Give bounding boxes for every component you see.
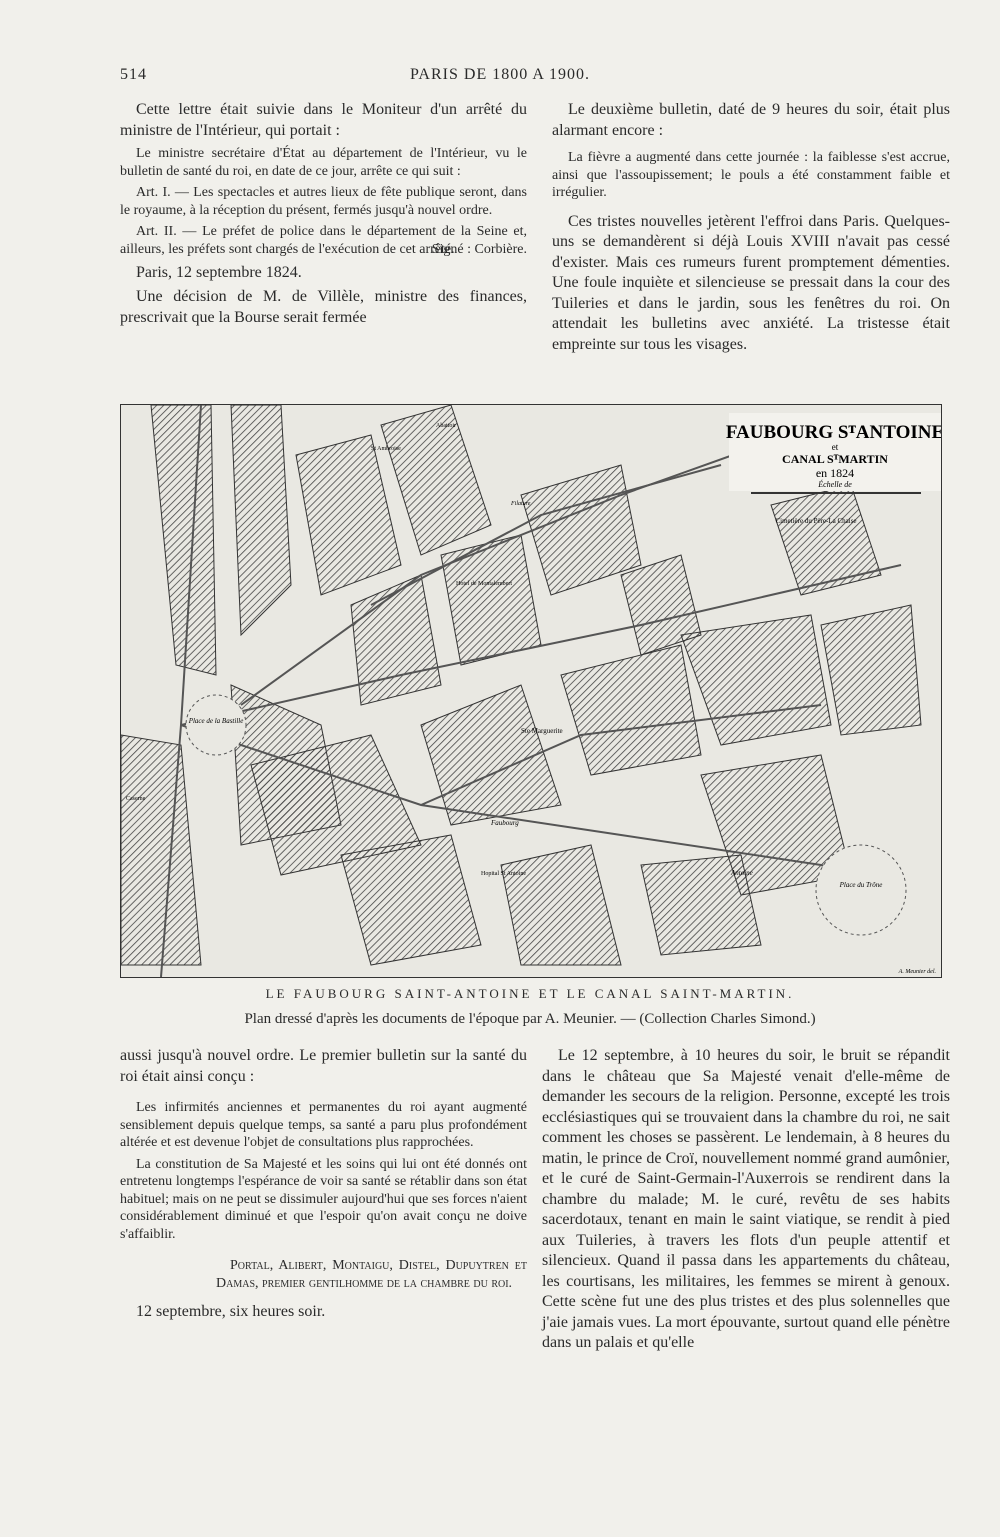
page-number: 514 [120,66,147,83]
top-left-column [120,100,527,332]
running-title: PARIS DE 1800 A 1900. [410,66,590,83]
map-title-2: CANAL SᵀMARTIN [782,452,888,466]
map-year: en 1824 [815,466,855,480]
map-cemetery: Cimetière du Père-La Chaise [775,517,857,525]
map-scale-label: Échelle de [818,480,852,489]
article-2: Art. II. — Le préfet de police dans le département de la Seine et, ailleurs, les préfets sont chargés de l'exécution de cet arrêté. [120,224,527,257]
map-title-1: FAUBOURG SᵀANTOINE [725,422,941,443]
place-du-trone-circle [816,845,906,935]
paragraph: Ces tristes nouvelles jetèrent l'effroi dans Paris. Quelques-uns se demandèrent si déjà Louis XVIII n'avait pas cessé d'exister. Mais ces rumeurs furent promptement démenties. Une foule inquiète et silencieuse se pressait dans la cour des Tuileries et dans le jardin, sous les fenêtres du roi. On attendait les bulletins avec anxiété. La tristesse était empreinte sur tous les visages. [552,212,950,353]
article-1: Art. I. — Les spectacles et autres lieux de fête publique seront, dans le royaume, à la réception du présent, fermés jusqu'à nouvel ordre. [120,185,527,218]
date: Paris, 12 septembre 1824. [136,263,302,281]
place-bastille-circle [186,695,246,755]
quote: La constitution de Sa Majesté et les soins qui lui ont été donnés ont entretenu longtemps l'espérance de voir sa santé se rétablir dans son état habituel; mais on ne peut se dissimuler aujourd'hui que ses forces n'aient considérablement diminué et que l'espoir qu'on avait conçu ne doive s'affaiblir. [120,1156,527,1242]
bottom-left-column [120,1046,527,1327]
paragraph: Une décision de M. de Villèle, ministre des finances, prescrivait que la Bourse serait fermée [120,288,527,326]
quote: La fièvre a augmenté dans cette journée : la faiblesse s'est accrue, ainsi que l'assoupissement; le pouls a été constamment faible et irrégulier. [552,150,950,200]
label-ambroise: St Ambroise [371,446,401,452]
paragraph: Le deuxième bulletin, daté de 9 heures du soir, était plus alarmant encore : [552,101,950,139]
paragraph: aussi jusqu'à nouvel ordre. Le premier bulletin sur la santé du roi était ainsi conçu : [120,1047,527,1085]
label-antoine: Antoine [731,869,753,877]
label-trone: Place du Trône [839,881,883,889]
label-bastille: Place de la Bastille [188,717,244,725]
bottom-right-column [542,1046,950,1358]
label-hopital: Hopital St Antoine [481,871,526,877]
label-filature: Filature [511,501,531,507]
signatories: Portal, Alibert, Montaigu, Distel, Dupuytren et Damas, premier gentilhomme de la chambre du roi. [216,1258,527,1291]
map-title-et: et [831,442,839,452]
paragraph: Cette lettre était suivie dans le Moniteur d'un arrêté du ministre de l'Intérieur, qui portait : [120,101,527,139]
map-figure [120,404,942,978]
date: 12 septembre, six heures soir. [136,1303,326,1320]
paragraph: Le 12 septembre, à 10 heures du soir, le bruit se répandit dans le château que Sa Majesté venait d'elle-même de demander les secours de la religion. Personne, excepté les trois ecclésiastiques qui se trouvaient dans la chambre du roi, ne sait comment les choses se passèrent. Le lendemain, à 8 heures du matin, le prince de Croï, nouvellement nommé grand aumônier, et le curé de Saint-Germain-l'Auxerrois se rendirent dans la chambre du malade; M. le curé, revêtu de ses habits sacerdotaux, tenant en main le saint viatique, se rendit à pied aux Tuileries, à travers les flots d'un peuple attentif et silencieux. Quand il passa dans les appartements du château, les courtisans, les militaires, les femmes se mirent à genoux. Cette scène fut une des plus tristes et des plus solennelles que j'aie jamais vues. La mort épouvante, surtout quand elle pénètre dans un palais et qu'elle [542,1047,950,1351]
label-caserne: Caserne [126,796,146,802]
label-abattoir: Abattoir [436,423,456,429]
map-illustration [121,405,941,977]
quote: Le ministre secrétaire d'État au département de l'Intérieur, vu le bulletin de santé du roi, en date de ce jour, arrête ce qui suit : [120,146,527,179]
figure-credit: Plan dressé d'après les documents de l'époque par A. Meunier. — (Collection Charles Simond.) [244,1011,816,1027]
quote: Les infirmités anciennes et permanentes du roi ayant augmenté sensiblement depuis quelque temps, sa santé a paru plus profondément altérée et est devenue l'objet de consultations plus rapprochées. [120,1100,527,1150]
label-hotel: Hotel de Montalembert [456,581,512,587]
label-ste-marguerite: Ste Marguerite [521,727,563,735]
top-right-column [552,100,950,359]
figure-caption: LE FAUBOURG SAINT-ANTOINE ET LE CANAL SAINT-MARTIN. [265,986,795,1001]
signature: Signé : Corbière. [431,242,527,257]
label-faubourg: Faubourg [491,819,519,827]
label-signature: A. Meunier del. [898,969,936,975]
